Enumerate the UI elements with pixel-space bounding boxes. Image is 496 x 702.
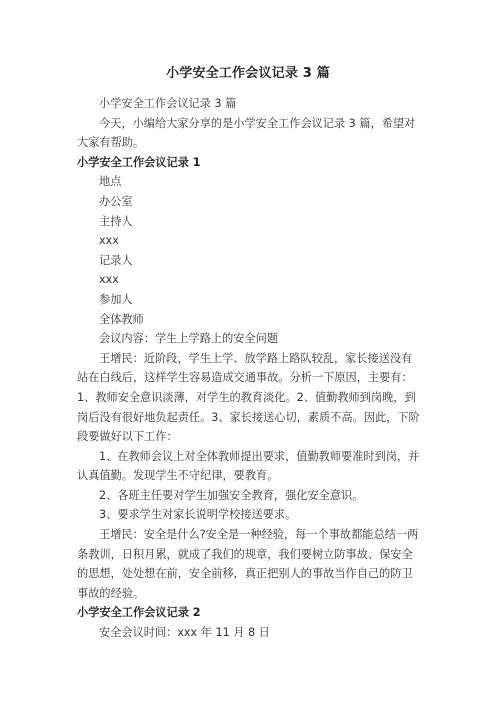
meeting-time: 安全会议时间：xxx 年 11 月 8 日 (99, 626, 270, 640)
intro-paragraph: 今天，小编给大家分享的是小学安全工作会议记录 3 篇，希望对大家有帮助。 (77, 116, 416, 150)
host-label: 主持人 (99, 214, 133, 228)
location-label: 地点 (99, 175, 122, 189)
action-item-1: 1、在教师会议上对全体教师提出要求，值勤教师要准时到岗，并认真值勤。发现学生不守纪律，要教育。 (77, 449, 420, 483)
section-heading-1: 小学安全工作会议记录 1 (77, 155, 201, 169)
document-title: 小学安全工作会议记录 3 篇 (166, 66, 330, 81)
body-paragraph: 王增民：近阶段，学生上学、放学路上路队较乱，家长接送没有站在白线后，这样学生容易造成交通事故。分析一下原因，主要有：1、教师安全意识淡薄，对学生的教育淡化。2、值勤教师到岗晚，到岗后没有很好地负起责任。3、家长接送心切，素质不高。因此，下阶段要做好以下工作： (77, 351, 420, 444)
meeting-topic: 会议内容：学生上学路上的安全问题 (99, 332, 279, 346)
attendees-value: 全体教师 (99, 312, 144, 326)
recorder-value: xxx (99, 273, 119, 287)
action-item-2: 2、各班主任要对学生加强安全教育，强化安全意识。 (99, 488, 364, 502)
subtitle-line: 小学安全工作会议记录 3 篇 (99, 97, 237, 110)
action-item-3: 3、要求学生对家长说明学校接送要求。 (99, 508, 297, 522)
body-paragraph: 王增民：安全是什么?安全是一种经验，每一个事故都能总结一两条教训，日积月累，就成了我们的规章，我们要树立防事故、保安全的思想，处处想在前，安全前移，真正把别人的事故当作自己的防卫事故的经验。 (77, 528, 419, 600)
section-heading-2: 小学安全工作会议记录 2 (77, 606, 201, 620)
document-body (77, 94, 423, 643)
attendees-label: 参加人 (99, 292, 133, 306)
host-value: xxx (99, 234, 119, 248)
location-value: 办公室 (99, 194, 133, 208)
recorder-label: 记录人 (99, 253, 133, 267)
